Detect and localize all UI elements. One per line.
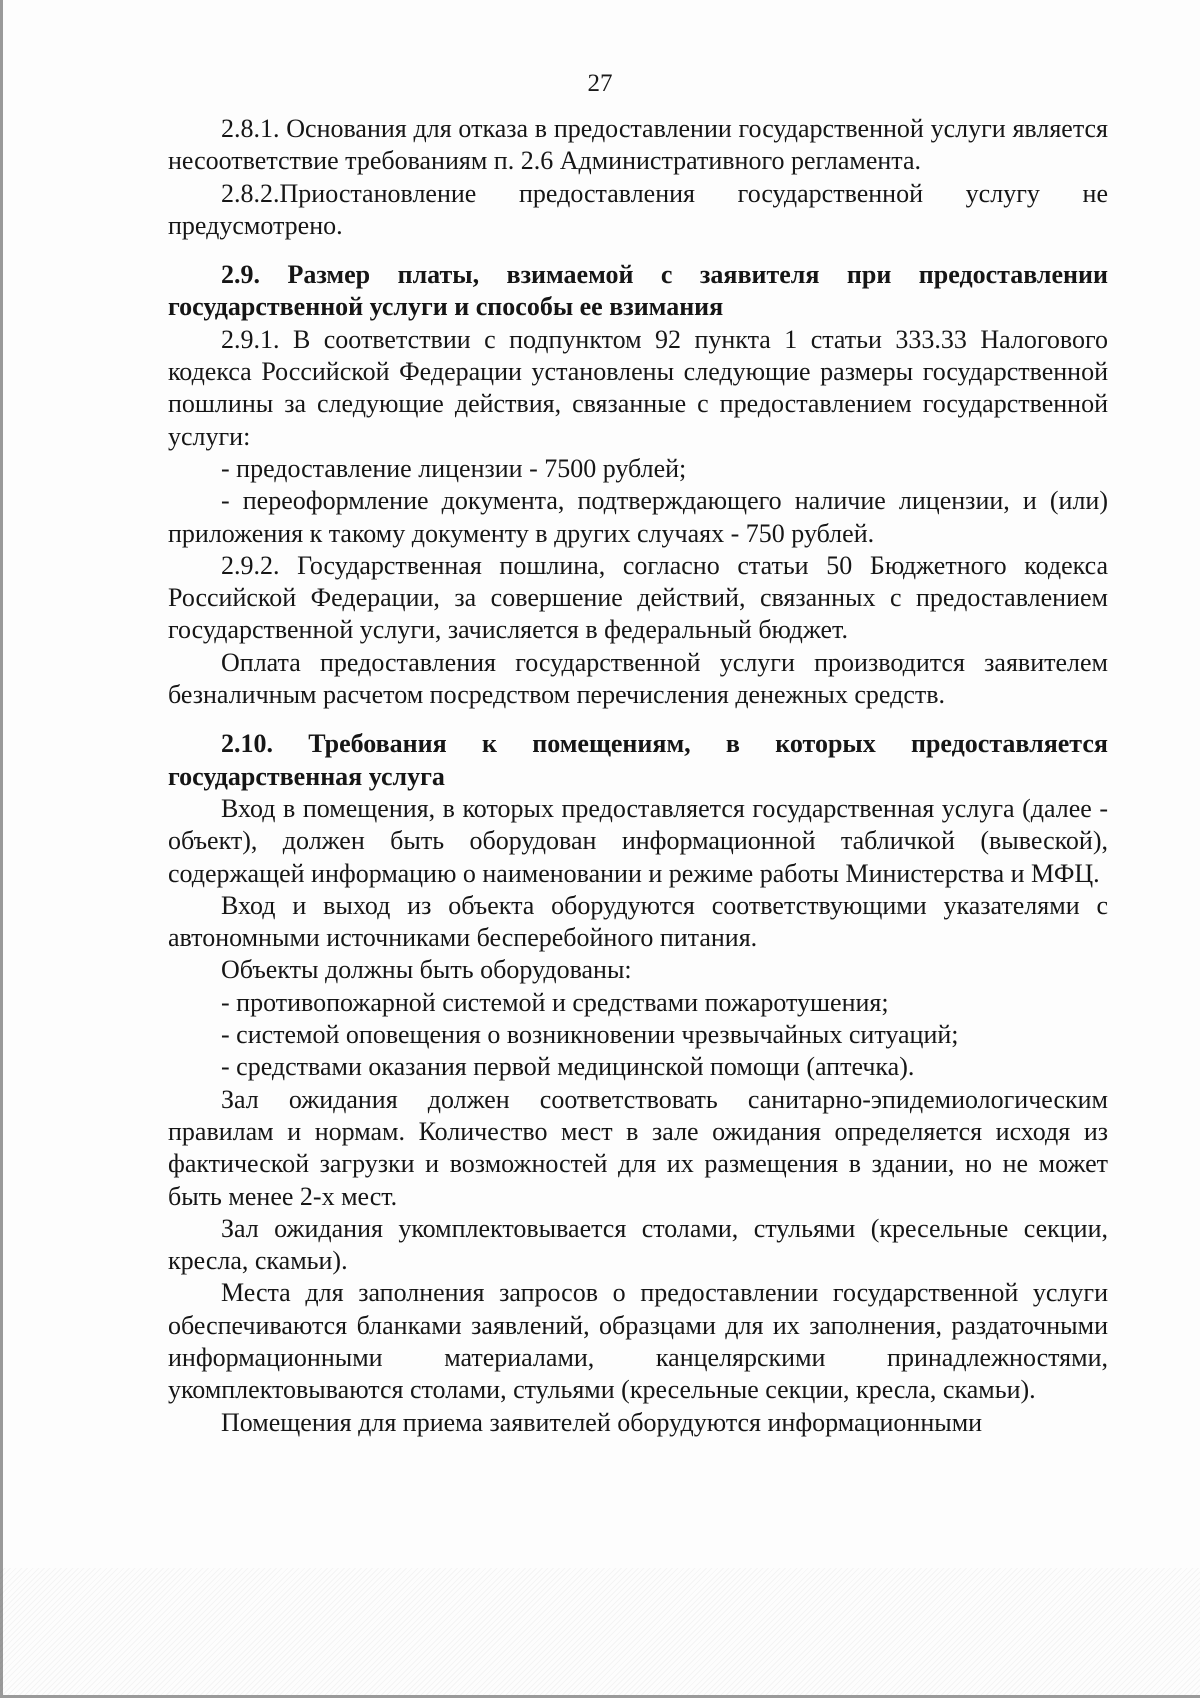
scan-left-edge [0,0,3,1698]
list-item-first-aid: - средствами оказания первой медицинской помощи (аптечка). [221,1052,915,1082]
list-item-fire-system: - противопожарной системой и средствами пожаротушения; [221,987,889,1017]
paragraph-2-8-1: 2.8.1. Основания для отказа в предоставлении государственной услуги является несоответствие требованиям п. 2.6 Административного регламента. [168,114,1108,176]
section-heading-2-10: 2.10. Требования к помещениям, в которых предоставляется государственная услуга [168,729,1108,791]
paragraph-2-8-2: 2.8.2.Приостановление предоставления государственной услугу не предусмотрено. [168,178,1108,240]
document-body [168,113,1108,1439]
list-item-fee-license: - предоставление лицензии - 7500 рублей; [221,453,687,483]
paragraph-reception-rooms: Помещения для приема заявителей оборудуются информационными [221,1407,983,1437]
list-item-fee-reissue: - переоформление документа, подтверждающего наличие лицензии, и (или) приложения к такому документу в других случаях - 750 рублей. [168,486,1108,548]
paragraph-request-forms: Места для заполнения запросов о предоставлении государственной услуги обеспечиваются бланками заявлений, образцами для их заполнения, раздаточными информационными материалами, канцелярскими принадлежностями, укомплектовываются столами, стульями (кресельные секции, кресла, скамьи). [168,1278,1108,1405]
paragraph-waiting-furniture: Зал ожидания укомплектовывается столами, стульями (кресельные секции, кресла, скамьи). [168,1213,1108,1276]
paragraph-2-9-1: 2.9.1. В соответствии с подпунктом 92 пункта 1 статьи 333.33 Налогового кодекса Российской Федерации установлены следующие размеры государственной пошлины за следующие действия, связанные с предоставлением государственной услуги: [168,324,1108,451]
list-item-alert-system: - системой оповещения о возникновении чрезвычайных ситуаций; [221,1020,959,1050]
paragraph-entrance-sign: Вход в помещения, в которых предоставляется государственная услуга (далее - объект), должен быть оборудован информационной табличкой (вывеской), содержащей информацию о наименовании и режиме работы Министерства и МФЦ. [168,793,1108,888]
paragraph-equipment-intro: Объекты должны быть оборудованы: [221,955,632,985]
page-number: 27 [587,70,613,97]
paragraph-waiting-room: Зал ожидания должен соответствовать санитарно-эпидемиологическим правилам и нормам. Количество мест в зале ожидания определяется исходя из фактической загрузки и возможностей для их размещения в здании, но не может быть менее 2-х мест. [168,1084,1108,1211]
paragraph-entrance-exit: Вход и выход из объекта оборудуются соответствующими указателями с автономными источниками бесперебойного питания. [168,890,1108,953]
paragraph-2-9-2: 2.9.2. Государственная пошлина, согласно статьи 50 Бюджетного кодекса Российской Федерации, за совершение действий, связанных с предоставлением государственной услуги, зачисляется в федеральный бюджет. [168,550,1108,645]
paragraph-payment: Оплата предоставления государственной услуги производится заявителем безналичным расчетом посредством перечисления денежных средств. [168,647,1108,710]
section-heading-2-9: 2.9. Размер платы, взимаемой с заявителя при предоставлении государственной услуги и способы ее взимания [168,260,1108,322]
scan-noise [0,1568,1200,1698]
